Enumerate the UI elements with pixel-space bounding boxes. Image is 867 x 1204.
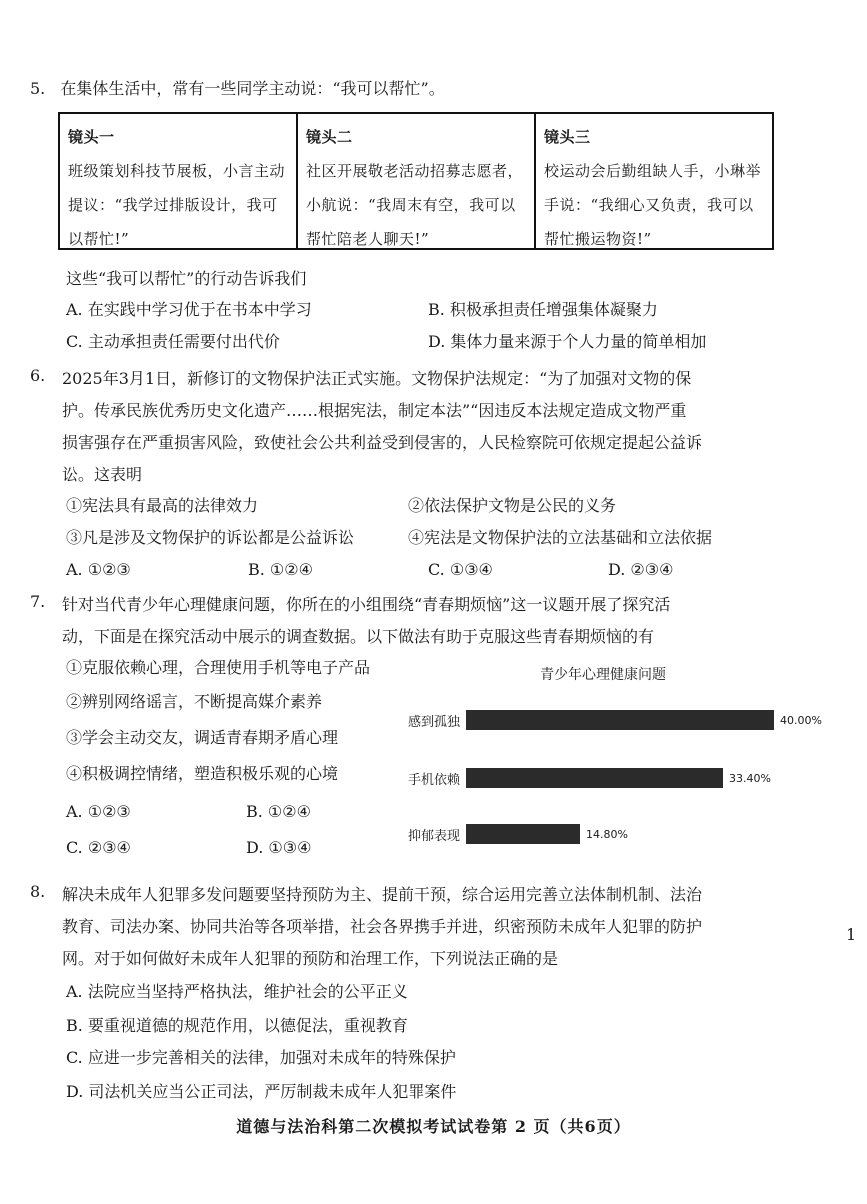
q8-option-d[interactable]: D. 司法机关应当公正司法，严厉制裁未成年人犯罪案件	[66, 1082, 457, 1101]
page-footer: 道德与法治科第二次模拟考试试卷第 2 页（共6页）	[236, 1117, 631, 1136]
side-page-mark: 1	[846, 925, 857, 944]
q6-statement-2: ②依法保护文物是公民的义务	[408, 496, 617, 515]
bar-phone	[466, 768, 723, 788]
q6-statement-1: ①宪法具有最高的法律效力	[66, 496, 259, 515]
bar-lonely	[466, 710, 774, 730]
q7-statement-3: ③学会主动交友，调适青春期矛盾心理	[66, 728, 339, 747]
q7-option-b[interactable]: B. ①②④	[246, 802, 311, 821]
q5-number: 5.	[30, 79, 46, 98]
bar-value-phone: 33.40%	[729, 772, 771, 785]
q6-number: 6.	[30, 366, 46, 385]
chart-title: 青少年心理健康问题	[540, 667, 666, 683]
q5-scene-3-title: 镜头三	[544, 128, 591, 146]
q7-stem-line-2: 动，下面是在探究活动中展示的调查数据。以下做法有助于克服这些青春期烦恼的有	[62, 627, 655, 646]
q5-stem-text: 在集体生活中，常有一些同学主动说：“我可以帮忙”。	[60, 79, 445, 98]
q5-scene-3-text: 校运动会后勤组缺人手，小琳举手说：“我细心又负责，我可以帮忙搬运物资!”	[544, 162, 762, 248]
q8-option-c[interactable]: C. 应进一步完善相关的法律，加强对未成年的特殊保护	[66, 1048, 456, 1067]
q5-scene-2-text: 社区开展敬老活动招募志愿者，小航说：“我周末有空，我可以帮忙陪老人聊天!”	[306, 162, 524, 248]
q5-scene-2-title: 镜头二	[306, 128, 353, 146]
q8-number: 8.	[30, 882, 46, 901]
q7-option-d[interactable]: D. ①③④	[246, 838, 312, 857]
q8-option-a[interactable]: A. 法院应当坚持严格执法，维护社会的公平正义	[66, 982, 408, 1001]
bar-value-depression: 14.80%	[586, 828, 628, 841]
bar-label-lonely: 感到孤独	[408, 715, 461, 730]
bar-value-lonely: 40.00%	[780, 714, 822, 727]
q5-option-b[interactable]: B. 积极承担责任增强集体凝聚力	[428, 300, 658, 319]
q6-option-c[interactable]: C. ①③④	[428, 560, 493, 579]
bar-label-phone: 手机依赖	[408, 773, 461, 788]
q5-scene-1-text: 班级策划科技节展板，小言主动提议：“我学过排版设计，我可以帮忙!”	[68, 162, 286, 248]
q6-option-b[interactable]: B. ①②④	[248, 560, 313, 579]
q5-option-a[interactable]: A. 在实践中学习优于在书本中学习	[66, 300, 312, 319]
q7-statement-2: ②辨别网络谣言，不断提高媒介素养	[66, 692, 323, 711]
q5-question: 这些“我可以帮忙”的行动告诉我们	[66, 269, 307, 288]
q7-statement-4: ④积极调控情绪，塑造积极乐观的心境	[66, 764, 339, 783]
q5-stem	[30, 76, 445, 99]
q7-number: 7.	[30, 592, 46, 611]
q8-option-b[interactable]: B. 要重视道德的规范作用，以德促法，重视教育	[66, 1016, 408, 1035]
q6-statement-3: ③凡是涉及文物保护的诉讼都是公益诉讼	[66, 528, 355, 547]
q7-option-a[interactable]: A. ①②③	[66, 802, 131, 821]
q8-stem-line-2: 教育、司法办案、协同共治等各项举措，社会各界携手并进，织密预防未成年人犯罪的防护	[62, 917, 703, 936]
q6-option-a[interactable]: A. ①②③	[66, 560, 131, 579]
q8-stem-line-1: 解决未成年人犯罪多发问题要坚持预防为主、提前干预，综合运用完善立法体制机制、法治	[62, 885, 703, 904]
q7-statement-1: ①克服依赖心理，合理使用手机等电子产品	[66, 658, 371, 677]
q6-stem-line-1: 2025年3月1日，新修订的文物保护法正式实施。文物保护法规定：“为了加强对文物的保	[62, 369, 692, 388]
q7-stem-line-1: 针对当代青少年心理健康问题，你所在的小组围绕“青春期烦恼”这一议题开展了探究活	[62, 595, 671, 614]
q5-scene-1	[60, 114, 296, 248]
bar-depression	[466, 824, 580, 844]
q5-scene-table	[58, 112, 774, 250]
q5-scene-3	[534, 114, 772, 248]
q5-scene-2	[296, 114, 534, 248]
q6-stem-line-4: 讼。这表明	[62, 465, 143, 484]
q5-option-c[interactable]: C. 主动承担责任需要付出代价	[66, 332, 280, 351]
q7-option-c[interactable]: C. ②③④	[66, 838, 131, 857]
q6-option-d[interactable]: D. ②③④	[608, 560, 674, 579]
q5-scene-1-title: 镜头一	[68, 128, 115, 146]
q6-stem-line-2: 护。传承民族优秀历史文化遗产……根据宪法，制定本法”“因违反本法规定造成文物严重	[62, 401, 687, 420]
q8-stem-line-3: 网。对于如何做好未成年人犯罪的预防和治理工作，下列说法正确的是	[62, 949, 559, 968]
q5-option-d[interactable]: D. 集体力量来源于个人力量的简单相加	[428, 332, 707, 351]
q6-statement-4: ④宪法是文物保护法的立法基础和立法依据	[408, 528, 713, 547]
q6-stem-line-3: 损害强存在严重损害风险，致使社会公共利益受到侵害的，人民检察院可依规定提起公益诉	[62, 433, 703, 452]
bar-label-depression: 抑郁表现	[408, 829, 461, 844]
